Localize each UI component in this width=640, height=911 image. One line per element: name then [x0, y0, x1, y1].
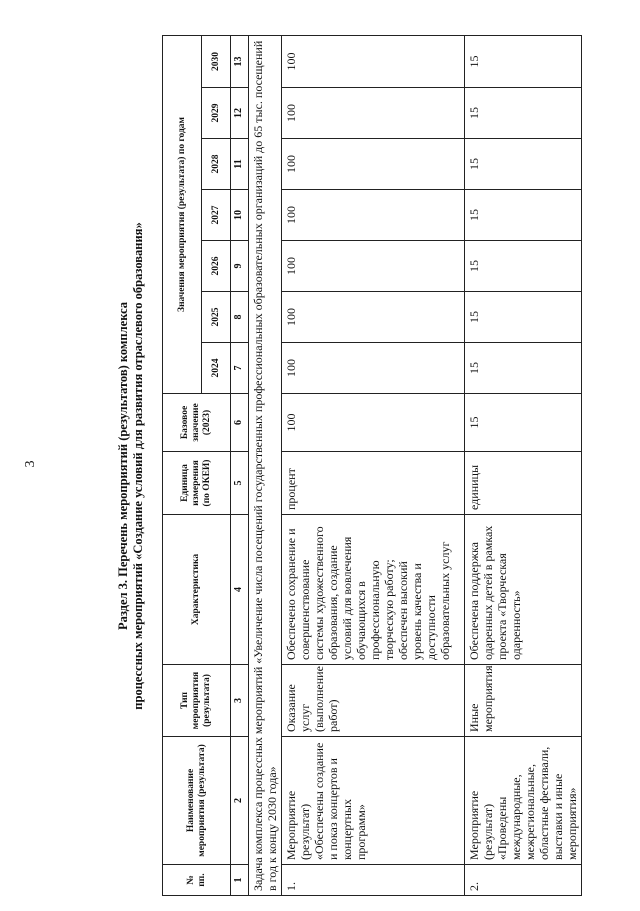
header-year: 2027	[202, 190, 231, 241]
column-number: 8	[231, 292, 249, 343]
task-row	[249, 35, 282, 895]
column-number: 13	[231, 35, 249, 87]
row-name: Мероприятие (результат) «Проведены международные, межрегиональные, областные фестивали, выставки и иные мероприятия»	[465, 737, 582, 865]
column-number-row	[231, 35, 249, 895]
row-unit: процент	[282, 452, 465, 515]
column-number: 12	[231, 88, 249, 139]
row-value: 15	[465, 241, 582, 292]
task-text: Задача комплекса процессных мероприятий «Увеличение числа посещений государственных профессиональных образовательных организаций до 65 тыс. посещений в год к концу 2030 года»	[249, 35, 282, 895]
header-base: Базовое значение (2023)	[163, 394, 231, 452]
column-number: 1	[231, 865, 249, 896]
header-year: 2024	[202, 343, 231, 394]
page-number: 3	[23, 460, 38, 468]
header-num: № пп.	[163, 865, 231, 896]
header-unit: Единица измерения (по ОКЕИ)	[163, 452, 231, 515]
row-base: 15	[465, 394, 582, 452]
column-number: 11	[231, 139, 249, 190]
row-value: 100	[282, 343, 465, 394]
section-title: Раздел 3. Перечень мероприятий (результатов) комплекса	[116, 301, 130, 631]
header-name: Наименование мероприятия (результата)	[163, 737, 231, 865]
table-row	[282, 35, 465, 895]
row-value: 100	[282, 292, 465, 343]
column-number: 5	[231, 452, 249, 515]
row-value: 15	[465, 35, 582, 87]
row-value: 15	[465, 139, 582, 190]
section-subtitle: процессных мероприятий «Создание условий для развития отраслевого образования»	[131, 222, 145, 710]
header-year: 2029	[202, 88, 231, 139]
column-number: 2	[231, 737, 249, 865]
row-type: Оказание услуг (выполнение работ)	[282, 665, 465, 737]
header-values-group: Значения мероприятия (результата) по годам	[163, 35, 202, 393]
row-value: 15	[465, 343, 582, 394]
row-value: 100	[282, 139, 465, 190]
header-year: 2026	[202, 241, 231, 292]
row-value: 100	[282, 241, 465, 292]
header-row	[163, 35, 202, 895]
row-value: 15	[465, 292, 582, 343]
row-base: 100	[282, 394, 465, 452]
row-characteristic: Обеспечено сохранение и совершенствование системы художественного образования, создание условий для вовлечения обучающихся в профессиональную творческую работу; обеспечен высокий уровень качества и доступности образовательных услуг	[282, 515, 465, 665]
row-unit: единицы	[465, 452, 582, 515]
measures-table	[162, 35, 582, 896]
header-year: 2025	[202, 292, 231, 343]
column-number: 7	[231, 343, 249, 394]
column-number: 3	[231, 665, 249, 737]
header-characteristic: Характеристика	[163, 515, 231, 665]
row-value: 100	[282, 35, 465, 87]
column-number: 6	[231, 394, 249, 452]
row-type: Иные мероприятия	[465, 665, 582, 737]
row-value: 15	[465, 190, 582, 241]
row-num: 1.	[282, 865, 465, 896]
row-value: 15	[465, 88, 582, 139]
column-number: 4	[231, 515, 249, 665]
table-row	[465, 35, 582, 895]
row-characteristic: Обеспечена поддержка одаренных детей в рамках проекта «Творческая одаренность»	[465, 515, 582, 665]
row-num: 2.	[465, 865, 582, 896]
header-year: 2028	[202, 139, 231, 190]
column-number: 10	[231, 190, 249, 241]
header-type: Тип мероприятия (результата)	[163, 665, 231, 737]
document-sheet	[112, 36, 640, 896]
row-name: Мероприятие (результат) «Обеспечены создание и показ концертов и концертных программ»	[282, 737, 465, 865]
row-value: 100	[282, 88, 465, 139]
header-year: 2030	[202, 35, 231, 87]
row-value: 100	[282, 190, 465, 241]
column-number: 9	[231, 241, 249, 292]
